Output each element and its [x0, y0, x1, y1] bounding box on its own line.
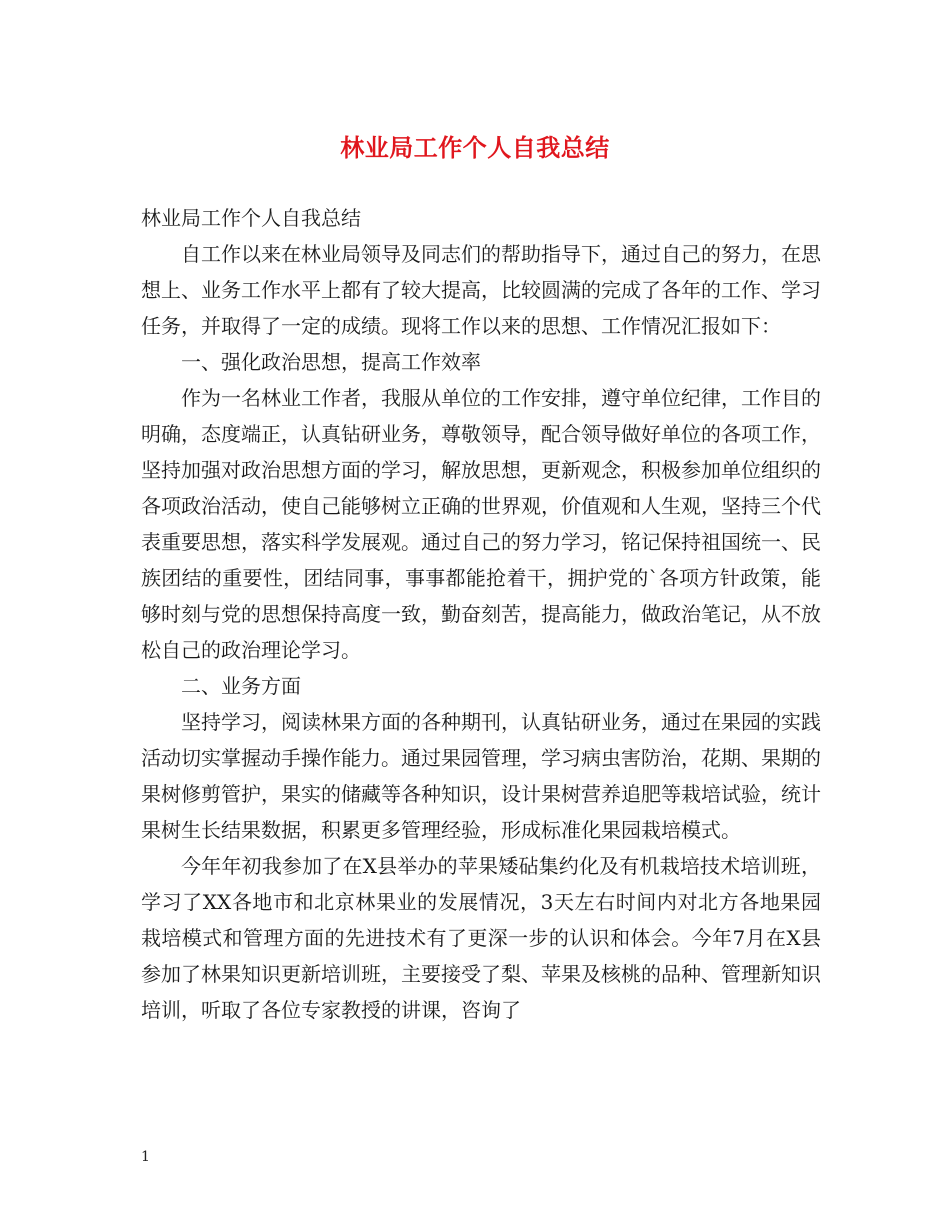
body-paragraph: 作为一名林业工作者，我服从单位的工作安排，遵守单位纪律，工作目的明确，态度端正，认真钻研业务，尊敬领导，配合领导做好单位的各项工作，坚持加强对政治思想方面的学习，解放思想，更新观念，积极参加单位组织的各项政治活动，使自己能够树立正确的世界观，价值观和人生观，坚持三个代表重要思想，落实科学发展观。通过自己的努力学习，铭记保持祖国统一、民族团结的重要性，团结同事，事事都能抢着干，拥护党的`各项方针政策，能够时刻与党的思想保持高度一致，勤奋刻苦，提高能力，做政治笔记，从不放松自己的政治理论学习。 — [141, 386, 821, 662]
body-paragraph: 今年年初我参加了在X县举办的苹果矮砧集约化及有机栽培技术培训班，学习了XX各地市和北京林果业的发展情况，3天左右时间内对北方各地果园栽培模式和管理方面的先进技术有了更深一步的认识和体会。今年7月在X县参加了林果知识更新培训班，主要接受了梨、苹果及核桃的品种、管理新知识培训，听取了各位专家教授的讲课，咨询了 — [141, 854, 821, 1022]
body-paragraph: 自工作以来在林业局领导及同志们的帮助指导下，通过自己的努力，在思想上、业务工作水平上都有了较大提高，比较圆满的完成了各年的工作、学习任务，并取得了一定的成绩。现将工作以来的思想、工作情况汇报如下： — [141, 242, 821, 338]
document-body — [141, 200, 821, 1028]
page-number: 1 — [141, 1149, 150, 1165]
section-heading: 一、强化政治思想，提高工作效率 — [181, 350, 481, 374]
body-paragraph: 林业局工作个人自我总结 — [141, 206, 361, 230]
document-title: 林业局工作个人自我总结 — [340, 133, 610, 162]
section-heading: 二、业务方面 — [181, 674, 301, 698]
body-paragraph: 坚持学习，阅读林果方面的各种期刊，认真钻研业务，通过在果园的实践活动切实掌握动手操作能力。通过果园管理，学习病虫害防治，花期、果期的果树修剪管护，果实的储藏等各种知识，设计果树营养追肥等栽培试验，统计果树生长结果数据，积累更多管理经验，形成标准化果园栽培模式。 — [141, 710, 821, 842]
